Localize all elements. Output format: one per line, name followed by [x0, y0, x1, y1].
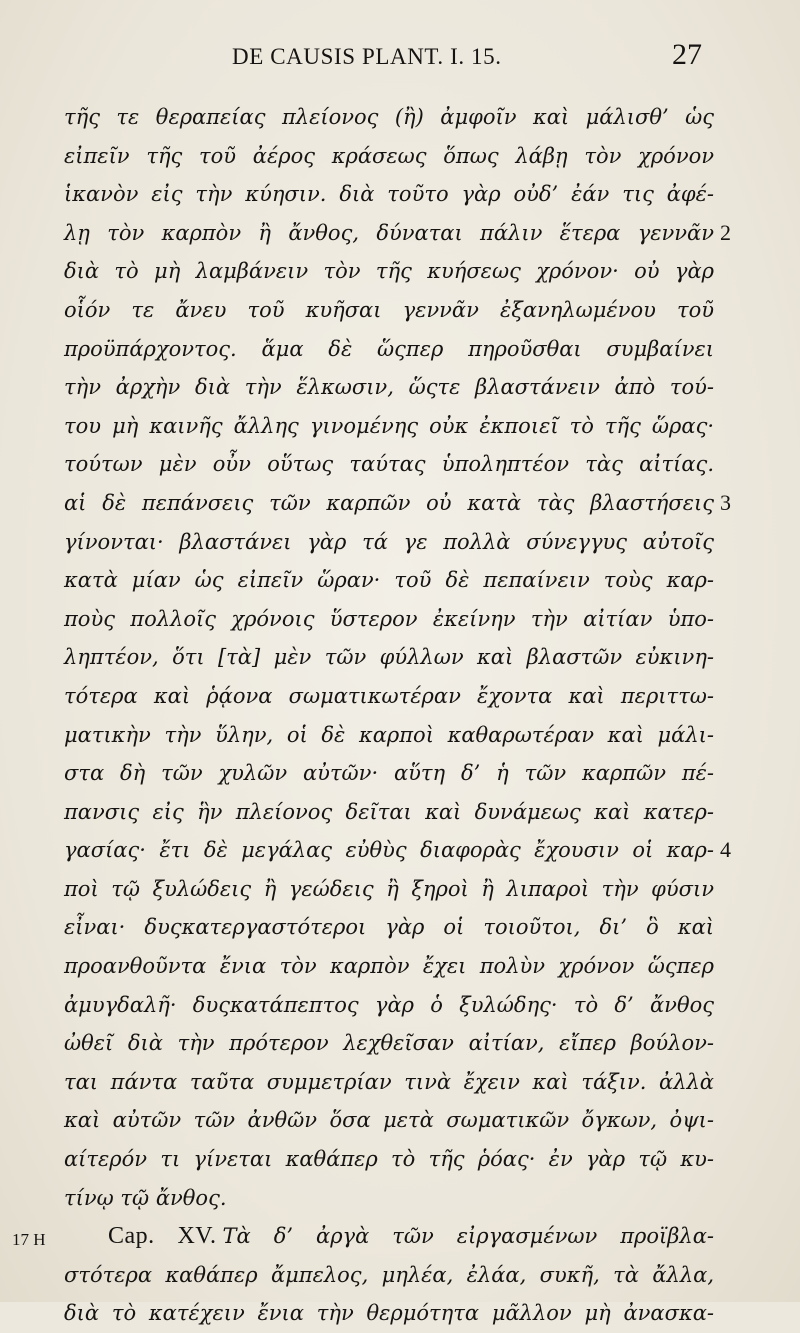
line-text: τότερα καὶ ῥᾴονα σωματικωτέραν ἔχοντα καὶ περιττω- — [64, 683, 714, 708]
line-content: Τὰ δ’ ἀργὰ τῶν εἰργασμένων προϊβλα- — [222, 1224, 714, 1249]
text-line — [64, 368, 714, 407]
line-text: στότερα καθάπερ ἄμπελος, μηλέα, ἐλάα, συκῆ, τὰ ἄλλα, — [64, 1262, 714, 1287]
text-line — [64, 754, 714, 793]
text-line — [64, 1063, 714, 1102]
line-text: ληπτέον, ὅτι [τὰ] μὲν τῶν φύλλων καὶ βλαστῶν εὐκινη- — [64, 645, 714, 670]
line-text: προϋπάρχοντος. ἅμα δὲ ὥςπερ πηροῦσθαι συμβαίνει — [64, 336, 714, 361]
text-line — [64, 98, 714, 137]
line-text: στα δὴ τῶν χυλῶν αὐτῶν· αὕτη δ’ ἡ τῶν καρπῶν πέ- — [64, 761, 714, 786]
text-line — [64, 252, 714, 291]
line-text: λῃ τὸν καρπὸν ἢ ἄνθος, δύναται πάλιν ἕτερα γεννᾶν — [64, 220, 714, 245]
text-line — [64, 175, 714, 214]
line-text: καὶ αὐτῶν τῶν ἀνθῶν ὅσα μετὰ σωματικῶν ὄγκων, ὀψι- — [64, 1108, 714, 1133]
line-text: πανσις εἰς ἣν πλείονος δεῖται καὶ δυνάμεως καὶ κατερ- — [64, 799, 714, 824]
text-line — [64, 1140, 714, 1179]
line-text — [64, 1217, 714, 1256]
line-text: τὴν ἀρχὴν διὰ τὴν ἕλκωσιν, ὥςτε βλαστάνειν ἀπὸ τού- — [64, 375, 714, 400]
line-text: αίτερόν τι γίνεται καθάπερ τὸ τῆς ῥόας· ἐν γὰρ τῷ κυ- — [64, 1147, 714, 1172]
text-line — [64, 793, 714, 832]
line-text: διὰ τὸ κατέχειν ἔνια τὴν θερμότητα μᾶλλον μὴ ἀνασκα- — [64, 1301, 714, 1326]
line-text: ὠθεῖ διὰ τὴν πρότερον λεχθεῖσαν αἰτίαν, εἴπερ βούλον- — [64, 1031, 714, 1056]
line-text: αἱ δὲ πεπάνσεις τῶν καρπῶν οὐ κατὰ τὰς βλαστήσεις — [64, 490, 714, 515]
text-line — [64, 561, 714, 600]
line-text: γασίας· ἔτι δὲ μεγάλας εὐθὺς διαφορὰς ἔχουσιν οἱ καρ- — [64, 838, 714, 863]
line-text: ποὺς πολλοῖς χρόνοις ὕστερον ἐκείνην τὴν αἰτίαν ὑπο- — [64, 606, 714, 631]
text-line — [64, 291, 714, 330]
edition-reference: 17 H — [12, 1230, 46, 1250]
text-line — [64, 407, 714, 446]
text-line — [64, 870, 714, 909]
text-line — [64, 1101, 714, 1140]
line-text: προανθοῦντα ἔνια τὸν καρπὸν ἔχει πολὺν χρόνον ὥςπερ — [64, 954, 714, 979]
chapter-label: Cap. XV. — [108, 1223, 217, 1250]
text-line — [64, 523, 714, 562]
text-line — [64, 137, 714, 176]
text-line — [64, 947, 714, 986]
line-text: ποὶ τῷ ξυλώδεις ἢ γεώδεις ἢ ξηροὶ ἢ λιπαροὶ τὴν φύσιν — [64, 876, 714, 901]
section-number: 4 — [720, 837, 731, 863]
text-line — [64, 214, 731, 253]
text-line — [64, 831, 731, 870]
line-text: διὰ τὸ μὴ λαμβάνειν τὸν τῆς κυήσεως χρόνον· οὐ γὰρ — [64, 259, 714, 284]
text-line — [64, 1294, 714, 1333]
line-text: οἷόν τε ἄνευ τοῦ κυῆσαι γεννᾶν ἐξανηλωμένου τοῦ — [64, 297, 714, 322]
line-text: του μὴ καινῆς ἄλλης γινομένης οὐκ ἐκποιεῖ τὸ τῆς ὥρας· — [64, 413, 714, 438]
text-line — [64, 484, 731, 523]
text-line — [64, 600, 714, 639]
section-number: 2 — [720, 219, 731, 245]
greek-text-body — [12, 98, 731, 1333]
text-line — [64, 1024, 714, 1063]
line-text: τίνῳ τῷ ἄνθος. — [64, 1185, 227, 1210]
line-text: εἰπεῖν τῆς τοῦ ἀέρος κράσεως ὅπως λάβῃ τὸν χρόνον — [64, 143, 714, 168]
text-line — [64, 330, 714, 369]
line-text: γίνονται· βλαστάνει γὰρ τά γε πολλὰ σύνεγγυς αὐτοῖς — [64, 529, 714, 554]
text-line — [64, 986, 714, 1025]
line-text: ἱκανὸν εἰς τὴν κύησιν. διὰ τοῦτο γὰρ οὐδ’ ἐάν τις ἀφέ- — [64, 182, 714, 207]
running-title: DE CAUSIS PLANT. I. 15. — [232, 44, 502, 69]
line-text: εἶναι· δυςκατεργαστότεροι γὰρ οἱ τοιοῦτοι, δι’ ὃ καὶ — [64, 915, 714, 940]
text-line — [64, 1179, 714, 1218]
page-header — [0, 38, 800, 78]
text-line — [64, 716, 714, 755]
line-text: ἀμυγδαλῆ· δυςκατάπεπτος γὰρ ὁ ξυλώδης· τὸ δ’ ἄνθος — [64, 992, 714, 1017]
line-text: ται πάντα ταῦτα συμμετρίαν τινὰ ἔχειν καὶ τάξιν. ἀλλὰ — [64, 1069, 714, 1094]
line-text: κατὰ μίαν ὡς εἰπεῖν ὥραν· τοῦ δὲ πεπαίνειν τοὺς καρ- — [64, 568, 714, 593]
text-line — [12, 1217, 714, 1256]
text-line — [64, 677, 714, 716]
text-line — [64, 1256, 714, 1295]
line-text: τῆς τε θεραπείας πλείονος (ἢ) ἀμφοῖν καὶ μάλισθ’ ὡς — [64, 105, 714, 129]
page-number: 27 — [672, 38, 702, 71]
text-line — [64, 445, 714, 484]
section-number: 3 — [720, 489, 731, 515]
text-line — [64, 908, 714, 947]
text-line — [64, 638, 714, 677]
line-text: τούτων μὲν οὖν οὕτως ταύτας ὑποληπτέον τὰς αἰτίας. — [64, 452, 714, 477]
line-text: ματικὴν τὴν ὕλην, οἱ δὲ καρποὶ καθαρωτέραν καὶ μάλι- — [64, 722, 714, 747]
